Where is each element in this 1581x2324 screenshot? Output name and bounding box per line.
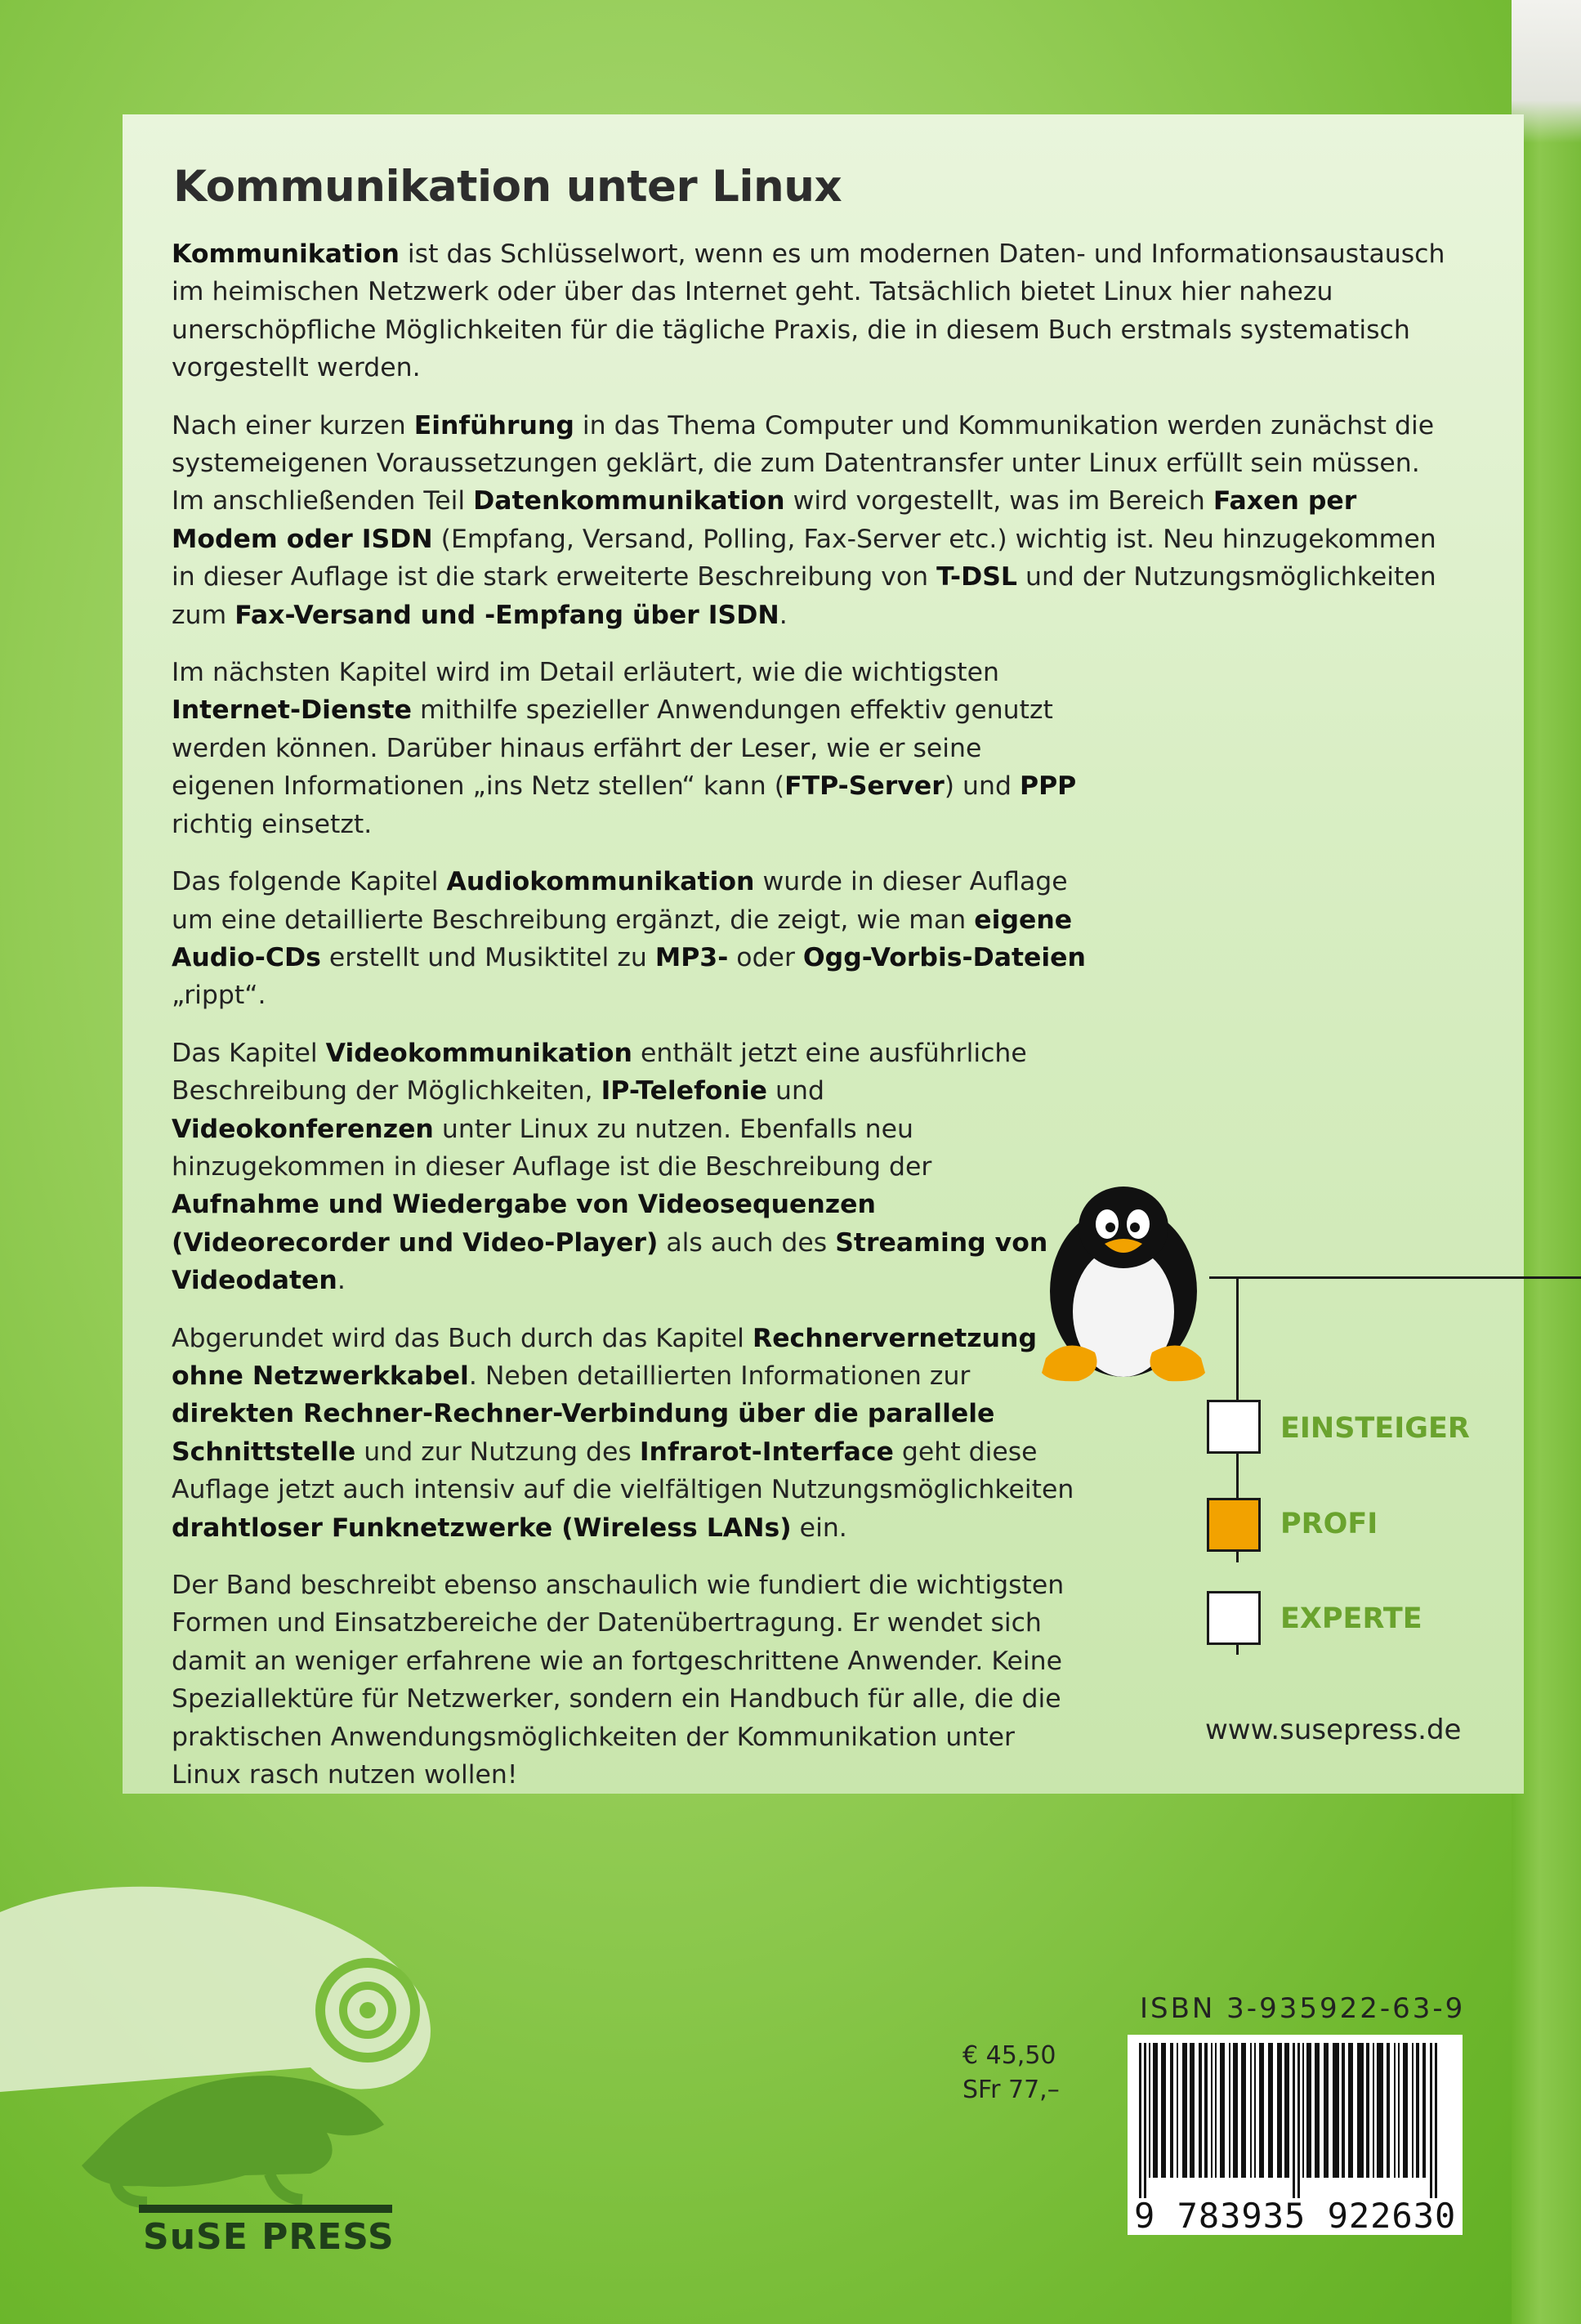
barcode-bar	[1306, 2043, 1311, 2178]
paragraph-5	[172, 1035, 1087, 1300]
text-run: wird vorgestellt, was im Bereich	[784, 486, 1213, 516]
bold-term: Videokonferenzen	[172, 1114, 434, 1144]
text-run: geht diese Auflage jetzt auch intensiv auf die vielfältigen Nutzungsmöglichkeiten	[172, 1437, 1074, 1505]
bold-term: Aufnahme und Wiedergabe von Videosequenzen (Videorecorder und Video-Player)	[172, 1190, 876, 1258]
book-title: Kommunikation unter Linux	[173, 162, 842, 212]
text-run: ist das Schlüsselwort, wenn es um modernen Daten- und Informationsaustausch im heimischen Netzwerk oder über das Internet geht. Tatsächlich bietet Linux hier nahezu unerschöpfliche Möglichkeiten für die tägliche Praxis, die in diesem Buch erstmals systematisch vorgestellt werden.	[172, 239, 1445, 383]
text-run: .	[779, 600, 788, 630]
bold-term: Fax-Versand und -Empfang über ISDN	[234, 600, 779, 630]
text-run: oder	[728, 942, 803, 972]
bold-term: drahtloser Funknetzwerke (Wireless LANs)	[172, 1513, 792, 1543]
text-run: mithilfe spezieller Anwendungen effektiv genutzt werden können. Darüber hinaus erfährt der Leser, wie er seine eigenen Informationen „ins Netz stellen“ kann (	[172, 695, 1053, 802]
barcode-bar	[1293, 2043, 1295, 2198]
bold-term: Einführung	[413, 410, 574, 440]
text-run: Abgerundet wird das Buch durch das Kapitel	[172, 1323, 753, 1353]
paragraph-3	[172, 654, 1087, 843]
text-run: und der Nutzungsmöglichkeiten zum	[172, 562, 1436, 630]
barcode-bar	[1387, 2043, 1390, 2178]
price-eur: € 45,50	[962, 2041, 1056, 2070]
barcode-bar	[1412, 2043, 1414, 2178]
text-run: ) und	[944, 771, 1020, 802]
barcode-bar	[1139, 2043, 1141, 2198]
barcode-bars	[1128, 2043, 1463, 2198]
barcode-bar	[1394, 2043, 1396, 2178]
bold-term: Datenkommunikation	[473, 486, 785, 516]
bold-term: MP3-	[654, 942, 729, 972]
barcode-bar	[1403, 2043, 1408, 2178]
price-block	[962, 2039, 1060, 2107]
paragraph-2	[172, 407, 1446, 634]
bold-term: Streaming von Videodaten	[172, 1227, 1048, 1296]
level-box-einsteiger	[1207, 1400, 1261, 1454]
barcode-bar	[1153, 2043, 1158, 2178]
barcode-bar	[1324, 2043, 1329, 2178]
text-run: Das Kapitel	[172, 1038, 326, 1068]
text-run: wurde in dieser Auflage um eine detaillierte Beschreibung ergänzt, die zeigt, wie man	[172, 867, 1068, 935]
bold-term: Infrarot-Interface	[639, 1437, 894, 1467]
bold-term: Faxen per Modem oder ISDN	[172, 486, 1357, 554]
text-run: richtig einsetzt.	[172, 809, 373, 839]
text-run: und zur Nutzung des	[355, 1437, 640, 1467]
barcode-bar	[1161, 2043, 1166, 2178]
level-box-experte	[1207, 1591, 1261, 1645]
text-run: unter Linux zu nutzen. Ebenfalls neu hinzugekommen in dieser Auflage ist die Beschreibung der	[172, 1114, 932, 1182]
text-run: „rippt“.	[172, 981, 266, 1011]
barcode-bar	[1377, 2043, 1383, 2178]
paragraph-4	[172, 863, 1087, 1015]
barcode-bar	[1430, 2043, 1432, 2198]
text-run: (Empfang, Versand, Polling, Fax-Server etc.) wichtig ist. Neu hinzugekommen in dieser Auflage ist die stark erweiterte Beschreibung von	[172, 524, 1436, 592]
barcode-bar	[1250, 2043, 1252, 2178]
text-run: ein.	[791, 1513, 847, 1543]
text-run: .	[337, 1266, 346, 1296]
barcode-bar	[1416, 2043, 1419, 2178]
barcode-bar	[1177, 2043, 1178, 2178]
text-run: enthält jetzt eine ausführliche Beschreibung der Möglichkeiten,	[172, 1038, 1027, 1106]
barcode-bar	[1342, 2043, 1345, 2178]
barcode-bar	[1182, 2043, 1187, 2178]
text-run: Der Band beschreibt ebenso anschaulich wie fundiert die wichtigsten Formen und Einsatzbereiche der Datenübertragung. Er wendet sich damit an weniger erfahrene wie an fortgeschrittene Anwender. Keine Speziallektüre für Netzwerker, sondern ein Handbuch für alle, die die praktischen Anwendungsmöglichkeiten der Kommunikation unter Linux rasch nutzen wollen!	[172, 1571, 1065, 1790]
barcode-bar	[1170, 2043, 1173, 2178]
barcode-bar	[1229, 2043, 1230, 2178]
bold-term: IP-Telefonie	[601, 1076, 768, 1106]
barcode-bar	[1211, 2043, 1213, 2178]
bold-term: eigene Audio-CDs	[172, 905, 1073, 972]
price-chf: SFr 77,–	[962, 2076, 1060, 2104]
barcode-bar	[1241, 2043, 1246, 2178]
barcode-bar	[1233, 2043, 1238, 2178]
level-label-profi: PROFI	[1280, 1508, 1378, 1540]
barcode-bar	[1220, 2043, 1225, 2178]
bold-term: Audiokommunikation	[446, 867, 755, 897]
barcode-bar	[1373, 2043, 1374, 2178]
barcode-bar	[1204, 2043, 1208, 2178]
bold-term: Internet-Dienste	[172, 695, 412, 726]
barcode-bar	[1144, 2043, 1146, 2198]
bold-term: direkten Rechner-Rechner-Verbindung über die parallele Schnittstelle	[172, 1399, 995, 1467]
publisher-url[interactable]: www.susepress.de	[1205, 1714, 1462, 1746]
text-run: als auch des	[658, 1227, 836, 1258]
barcode-bar	[1297, 2043, 1300, 2198]
bold-term: Rechnervernetzung ohne Netzwerkkabel	[172, 1323, 1037, 1391]
description-text	[172, 235, 1446, 1813]
barcode-bar	[1398, 2043, 1400, 2178]
bold-term: Videokommunikation	[325, 1038, 632, 1068]
barcode-bar	[1315, 2043, 1320, 2178]
barcode-bar	[1422, 2043, 1426, 2178]
barcode-bar	[1357, 2043, 1364, 2178]
barcode-bar	[1199, 2043, 1202, 2178]
bold-term: Ogg-Vorbis-Dateien	[802, 942, 1086, 972]
barcode-bar	[1254, 2043, 1256, 2178]
barcode-bar	[1277, 2043, 1282, 2178]
text-run: Im nächsten Kapitel wird im Detail erläutert, wie die wichtigsten	[172, 658, 999, 688]
isbn-label: ISBN 3-935922-63-9	[1140, 1992, 1466, 2025]
barcode-bar	[1268, 2043, 1273, 2178]
publisher-brand: SuSE PRESS	[143, 2216, 395, 2258]
text-run: Nach einer kurzen	[172, 410, 414, 440]
barcode-bar	[1435, 2043, 1437, 2198]
bold-term: Kommunikation	[172, 239, 400, 269]
barcode-bar	[1284, 2043, 1289, 2178]
chameleon-logo-icon	[0, 1879, 490, 2255]
bold-term: PPP	[1019, 771, 1077, 802]
barcode-bar	[1215, 2043, 1217, 2178]
text-run: . Neben detaillierten Informationen zur	[468, 1361, 971, 1391]
paragraph-6	[172, 1320, 1087, 1547]
level-label-experte: EXPERTE	[1280, 1602, 1422, 1635]
paragraph-1	[172, 235, 1446, 387]
level-connector-line	[1209, 1276, 1581, 1279]
bold-term: T-DSL	[936, 562, 1017, 592]
paragraph-7	[172, 1566, 1087, 1794]
barcode-bar	[1190, 2043, 1195, 2178]
barcode-bar	[1149, 2043, 1150, 2178]
text-run: in das Thema Computer und Kommunikation werden zunächst die systemeigenen Voraussetzungen geklärt, die zum Datentransfer unter Linux erfüllt sein müssen. Im anschließenden Teil	[172, 410, 1435, 516]
bold-term: FTP-Server	[784, 771, 945, 802]
barcode-bar	[1366, 2043, 1369, 2178]
level-box-profi	[1207, 1498, 1261, 1552]
text-run: und	[767, 1076, 824, 1106]
barcode-bar	[1259, 2043, 1264, 2178]
text-run: Das folgende Kapitel	[172, 867, 447, 897]
barcode-bar	[1302, 2043, 1304, 2178]
barcode-bar	[1333, 2043, 1339, 2178]
barcode-digits: 9 783935 922630	[1134, 2196, 1457, 2236]
barcode-bar	[1348, 2043, 1353, 2178]
tux-penguin-icon	[1029, 1177, 1217, 1389]
level-label-einsteiger: EINSTEIGER	[1280, 1412, 1470, 1445]
text-run: erstellt und Musiktitel zu	[320, 942, 655, 972]
